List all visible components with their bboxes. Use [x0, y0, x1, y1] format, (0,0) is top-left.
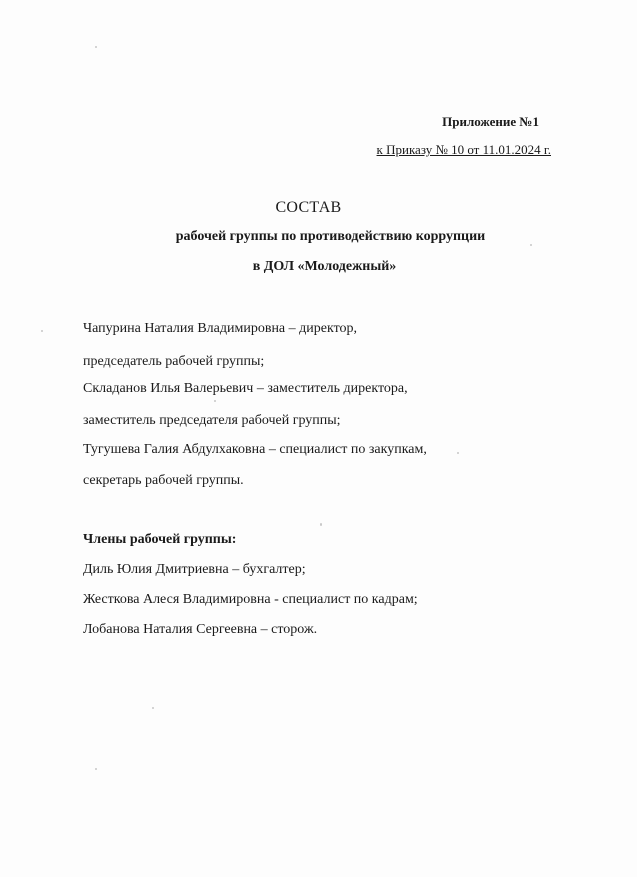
leadership-line: заместитель председателя рабочей группы; [83, 413, 341, 428]
leadership-line: председатель рабочей группы; [83, 354, 265, 369]
leadership-line: Тугушева Галия Абдулхаковна – специалист по закупкам, [83, 442, 427, 457]
leadership-line: секретарь рабочей группы. [83, 473, 244, 488]
document-subtitle: в ДОЛ «Молодежный» [252, 259, 397, 274]
scan-speck [95, 768, 97, 770]
scan-speck [457, 452, 459, 454]
leadership-line: Складанов Илья Валерьевич – заместитель директора, [83, 381, 408, 396]
scan-speck [95, 46, 97, 48]
leadership-line: Чапурина Наталия Владимировна – директор, [83, 321, 358, 336]
scan-speck [41, 330, 43, 332]
scan-speck [152, 707, 154, 709]
appendix-label: Приложение №1 [442, 114, 539, 129]
scan-speck [320, 523, 322, 526]
members-heading: Члены рабочей группы: [83, 532, 237, 547]
scan-speck [214, 400, 216, 402]
document-title: СОСТАВ [275, 199, 342, 216]
member-line: Жесткова Алеся Владимировна - специалист по кадрам; [83, 592, 418, 607]
order-reference: к Приказу № 10 от 11.01.2024 г. [376, 142, 551, 157]
document-subtitle: рабочей группы по противодействию коррупции [175, 229, 486, 244]
member-line: Диль Юлия Дмитриевна – бухгалтер; [83, 562, 306, 577]
member-line: Лобанова Наталия Сергеевна – сторож. [83, 622, 318, 637]
